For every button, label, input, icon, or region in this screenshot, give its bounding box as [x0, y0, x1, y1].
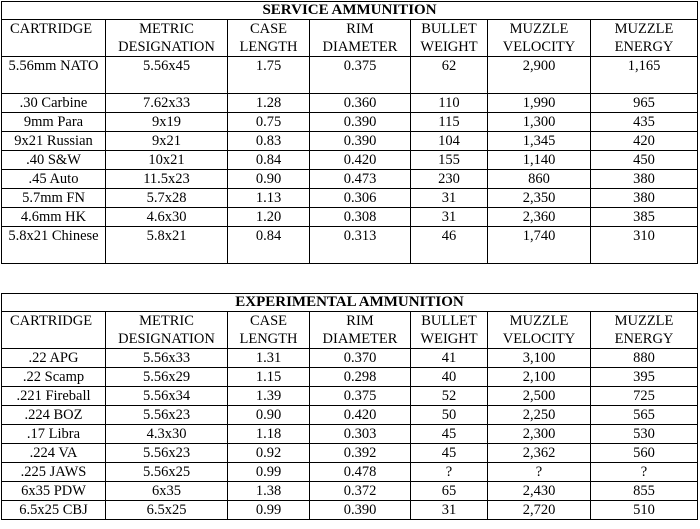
muzzle-velocity-cell: 860 — [488, 170, 591, 189]
table-row — [2, 368, 698, 387]
muzzle-energy-cell: 420 — [591, 132, 698, 151]
column-header-case-length: CASE LENGTH — [228, 312, 310, 349]
muzzle-energy-cell: 510 — [591, 501, 698, 520]
column-header-bullet-weight: BULLET WEIGHT — [411, 20, 488, 57]
column-header-muzzle-energy: MUZZLE ENERGY — [591, 312, 698, 349]
table-row — [2, 501, 698, 520]
cartridge-cell: 5.7mm FN — [2, 189, 106, 208]
case-length-cell: 0.92 — [228, 444, 310, 463]
table-row — [2, 113, 698, 132]
table-row — [2, 57, 698, 94]
column-header-muzzle-velocity: MUZZLE VELOCITY — [488, 20, 591, 57]
rim-diameter-cell: 0.370 — [310, 349, 411, 368]
table-row — [2, 208, 698, 227]
cartridge-cell: 5.8x21 Chinese — [2, 227, 106, 264]
metric-designation-cell: 10x21 — [106, 151, 228, 170]
column-header-metric-designation: METRIC DESIGNATION — [106, 20, 228, 57]
cartridge-cell: .224 BOZ — [2, 406, 106, 425]
metric-designation-cell: 5.7x28 — [106, 189, 228, 208]
rim-diameter-cell: 0.390 — [310, 501, 411, 520]
cartridge-cell: .22 Scamp — [2, 368, 106, 387]
cartridge-cell: 6x35 PDW — [2, 482, 106, 501]
muzzle-energy-cell: 530 — [591, 425, 698, 444]
column-header-metric-designation: METRIC DESIGNATION — [106, 312, 228, 349]
bullet-weight-cell: 230 — [411, 170, 488, 189]
rim-diameter-cell: 0.473 — [310, 170, 411, 189]
case-length-cell: 0.99 — [228, 463, 310, 482]
rim-diameter-cell: 0.375 — [310, 57, 411, 94]
case-length-cell: 1.28 — [228, 94, 310, 113]
muzzle-energy-cell: 725 — [591, 387, 698, 406]
table-row — [2, 349, 698, 368]
column-header-cartridge: CARTRIDGE — [2, 20, 106, 57]
column-header-case-length: CASE LENGTH — [228, 20, 310, 57]
muzzle-velocity-cell: 2,100 — [488, 368, 591, 387]
case-length-cell: 0.90 — [228, 170, 310, 189]
bullet-weight-cell: ? — [411, 463, 488, 482]
bullet-weight-cell: 52 — [411, 387, 488, 406]
rim-diameter-cell: 0.420 — [310, 406, 411, 425]
bullet-weight-cell: 155 — [411, 151, 488, 170]
case-length-cell: 1.39 — [228, 387, 310, 406]
metric-designation-cell: 5.56x23 — [106, 444, 228, 463]
metric-designation-cell: 9x21 — [106, 132, 228, 151]
rim-diameter-cell: 0.372 — [310, 482, 411, 501]
rim-diameter-cell: 0.306 — [310, 189, 411, 208]
muzzle-energy-cell: 380 — [591, 170, 698, 189]
rim-diameter-cell: 0.375 — [310, 387, 411, 406]
experimental-header-row — [2, 312, 698, 349]
metric-designation-cell: 5.56x45 — [106, 57, 228, 94]
rim-diameter-cell: 0.360 — [310, 94, 411, 113]
column-header-cartridge: CARTRIDGE — [2, 312, 106, 349]
muzzle-energy-cell: 560 — [591, 444, 698, 463]
table-row — [2, 132, 698, 151]
rim-diameter-cell: 0.390 — [310, 132, 411, 151]
column-header-rim-diameter: RIM DIAMETER — [310, 20, 411, 57]
muzzle-energy-cell: ? — [591, 463, 698, 482]
bullet-weight-cell: 104 — [411, 132, 488, 151]
case-length-cell: 0.84 — [228, 227, 310, 264]
case-length-cell: 1.38 — [228, 482, 310, 501]
muzzle-energy-cell: 380 — [591, 189, 698, 208]
service-ammunition-table — [1, 1, 698, 264]
rim-diameter-cell: 0.303 — [310, 425, 411, 444]
experimental-ammunition-table — [1, 293, 698, 520]
case-length-cell: 1.18 — [228, 425, 310, 444]
muzzle-velocity-cell: 2,250 — [488, 406, 591, 425]
case-length-cell: 1.20 — [228, 208, 310, 227]
muzzle-velocity-cell: 3,100 — [488, 349, 591, 368]
cartridge-cell: .40 S&W — [2, 151, 106, 170]
cartridge-cell: .22 APG — [2, 349, 106, 368]
muzzle-energy-cell: 565 — [591, 406, 698, 425]
rim-diameter-cell: 0.313 — [310, 227, 411, 264]
bullet-weight-cell: 46 — [411, 227, 488, 264]
bullet-weight-cell: 65 — [411, 482, 488, 501]
metric-designation-cell: 5.56x33 — [106, 349, 228, 368]
cartridge-cell: .221 Fireball — [2, 387, 106, 406]
metric-designation-cell: 9x19 — [106, 113, 228, 132]
bullet-weight-cell: 40 — [411, 368, 488, 387]
column-header-bullet-weight: BULLET WEIGHT — [411, 312, 488, 349]
cartridge-cell: 6.5x25 CBJ — [2, 501, 106, 520]
service-table-title: SERVICE AMMUNITION — [2, 2, 698, 20]
metric-designation-cell: 5.56x34 — [106, 387, 228, 406]
bullet-weight-cell: 45 — [411, 425, 488, 444]
muzzle-velocity-cell: 2,350 — [488, 189, 591, 208]
muzzle-energy-cell: 450 — [591, 151, 698, 170]
muzzle-energy-cell: 965 — [591, 94, 698, 113]
cartridge-cell: .225 JAWS — [2, 463, 106, 482]
case-length-cell: 1.31 — [228, 349, 310, 368]
table-row — [2, 406, 698, 425]
case-length-cell: 0.90 — [228, 406, 310, 425]
metric-designation-cell: 6.5x25 — [106, 501, 228, 520]
rim-diameter-cell: 0.392 — [310, 444, 411, 463]
service-table-body — [2, 57, 698, 264]
muzzle-energy-cell: 435 — [591, 113, 698, 132]
metric-designation-cell: 5.56x23 — [106, 406, 228, 425]
metric-designation-cell: 7.62x33 — [106, 94, 228, 113]
bullet-weight-cell: 31 — [411, 208, 488, 227]
muzzle-velocity-cell: 2,360 — [488, 208, 591, 227]
case-length-cell: 0.75 — [228, 113, 310, 132]
metric-designation-cell: 5.56x25 — [106, 463, 228, 482]
cartridge-cell: .17 Libra — [2, 425, 106, 444]
table-row — [2, 189, 698, 208]
case-length-cell: 0.84 — [228, 151, 310, 170]
rim-diameter-cell: 0.390 — [310, 113, 411, 132]
muzzle-energy-cell: 310 — [591, 227, 698, 264]
metric-designation-cell: 5.8x21 — [106, 227, 228, 264]
metric-designation-cell: 5.56x29 — [106, 368, 228, 387]
table-row — [2, 425, 698, 444]
metric-designation-cell: 4.6x30 — [106, 208, 228, 227]
experimental-table-title: EXPERIMENTAL AMMUNITION — [2, 294, 698, 312]
bullet-weight-cell: 31 — [411, 501, 488, 520]
muzzle-velocity-cell: 1,740 — [488, 227, 591, 264]
metric-designation-cell: 4.3x30 — [106, 425, 228, 444]
muzzle-energy-cell: 880 — [591, 349, 698, 368]
table-row — [2, 444, 698, 463]
muzzle-velocity-cell: 2,720 — [488, 501, 591, 520]
case-length-cell: 1.13 — [228, 189, 310, 208]
metric-designation-cell: 6x35 — [106, 482, 228, 501]
muzzle-energy-cell: 395 — [591, 368, 698, 387]
muzzle-energy-cell: 855 — [591, 482, 698, 501]
column-header-rim-diameter: RIM DIAMETER — [310, 312, 411, 349]
muzzle-energy-cell: 1,165 — [591, 57, 698, 94]
rim-diameter-cell: 0.478 — [310, 463, 411, 482]
case-length-cell: 0.99 — [228, 501, 310, 520]
table-row — [2, 387, 698, 406]
muzzle-velocity-cell: 1,300 — [488, 113, 591, 132]
muzzle-velocity-cell: 2,900 — [488, 57, 591, 94]
cartridge-cell: 9x21 Russian — [2, 132, 106, 151]
cartridge-cell: .45 Auto — [2, 170, 106, 189]
rim-diameter-cell: 0.308 — [310, 208, 411, 227]
muzzle-velocity-cell: 1,140 — [488, 151, 591, 170]
muzzle-velocity-cell: ? — [488, 463, 591, 482]
table-row — [2, 227, 698, 264]
bullet-weight-cell: 45 — [411, 444, 488, 463]
rim-diameter-cell: 0.298 — [310, 368, 411, 387]
bullet-weight-cell: 31 — [411, 189, 488, 208]
experimental-table-body — [2, 349, 698, 520]
bullet-weight-cell: 41 — [411, 349, 488, 368]
metric-designation-cell: 11.5x23 — [106, 170, 228, 189]
cartridge-cell: 9mm Para — [2, 113, 106, 132]
cartridge-cell: 4.6mm HK — [2, 208, 106, 227]
column-header-muzzle-velocity: MUZZLE VELOCITY — [488, 312, 591, 349]
bullet-weight-cell: 115 — [411, 113, 488, 132]
cartridge-cell: 5.56mm NATO — [2, 57, 106, 94]
bullet-weight-cell: 110 — [411, 94, 488, 113]
case-length-cell: 1.75 — [228, 57, 310, 94]
cartridge-cell: .30 Carbine — [2, 94, 106, 113]
rim-diameter-cell: 0.420 — [310, 151, 411, 170]
table-row — [2, 463, 698, 482]
table-row — [2, 482, 698, 501]
service-header-row — [2, 20, 698, 57]
bullet-weight-cell: 50 — [411, 406, 488, 425]
muzzle-velocity-cell: 2,500 — [488, 387, 591, 406]
muzzle-velocity-cell: 1,345 — [488, 132, 591, 151]
column-header-muzzle-energy: MUZZLE ENERGY — [591, 20, 698, 57]
table-row — [2, 170, 698, 189]
muzzle-velocity-cell: 1,990 — [488, 94, 591, 113]
table-row — [2, 151, 698, 170]
table-row — [2, 94, 698, 113]
cartridge-cell: .224 VA — [2, 444, 106, 463]
bullet-weight-cell: 62 — [411, 57, 488, 94]
muzzle-velocity-cell: 2,300 — [488, 425, 591, 444]
muzzle-velocity-cell: 2,430 — [488, 482, 591, 501]
muzzle-energy-cell: 385 — [591, 208, 698, 227]
muzzle-velocity-cell: 2,362 — [488, 444, 591, 463]
case-length-cell: 1.15 — [228, 368, 310, 387]
case-length-cell: 0.83 — [228, 132, 310, 151]
